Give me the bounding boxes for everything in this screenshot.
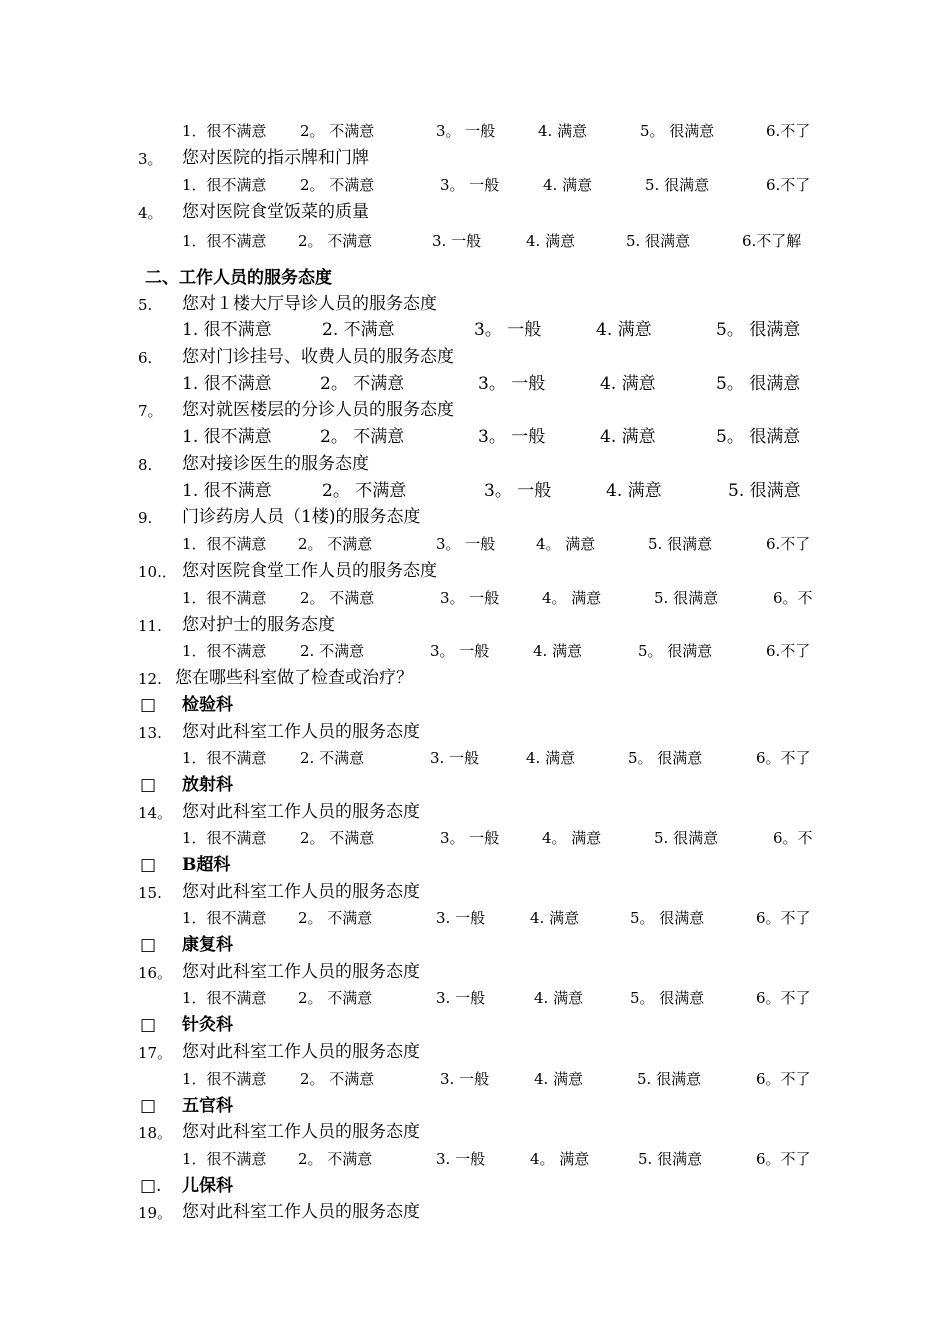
option-3: 3。 一般 — [478, 427, 546, 447]
option-1: 1. 很不满意 — [182, 427, 272, 447]
option-5: 5。 很满意 — [640, 122, 715, 140]
checkbox-icon[interactable]: □ — [140, 775, 157, 795]
option-2: 2。 不满意 — [300, 176, 375, 194]
option-3: 3. 一般 — [436, 989, 486, 1007]
option-5: 5. 很满意 — [648, 535, 713, 553]
option-5: 5. 很满意 — [638, 1150, 703, 1168]
option-1: 1．很不满意 — [182, 642, 267, 660]
option-1: 1．很不满意 — [182, 1150, 267, 1168]
option-4: 4. 满意 — [526, 749, 576, 767]
option-6: 6。不了 — [756, 909, 811, 927]
option-1: 1．很不满意 — [182, 989, 267, 1007]
department-label: 针灸科 — [182, 1015, 233, 1035]
question-text: 门诊药房人员（1楼)的服务态度 — [182, 507, 421, 527]
option-2: 2。 不满意 — [322, 481, 407, 501]
option-5: 5。 很满意 — [630, 909, 705, 927]
question-text: 您对此科室工作人员的服务态度 — [182, 962, 420, 982]
question-number: 11. — [138, 617, 162, 635]
department-label: 检验科 — [182, 695, 233, 715]
option-3: 3。 一般 — [478, 374, 546, 394]
option-4: 4. 满意 — [596, 320, 652, 340]
option-3: 3。 一般 — [430, 642, 490, 660]
question-text: 您对护士的服务态度 — [182, 615, 335, 635]
option-6: 6。不 — [773, 829, 813, 847]
question-text: 您对此科室工作人员的服务态度 — [182, 1122, 420, 1142]
option-4: 4. 满意 — [600, 427, 656, 447]
question-number: 19。 — [138, 1204, 173, 1222]
option-2: 2. 不满意 — [322, 320, 395, 340]
question-text: 您对１楼大厅导诊人员的服务态度 — [182, 294, 437, 314]
option-5: 5。 很满意 — [716, 374, 801, 394]
checkbox-icon[interactable]: □ — [140, 935, 157, 955]
checkbox-icon[interactable]: □ — [140, 1015, 157, 1035]
option-3: 3。 一般 — [440, 829, 500, 847]
question-text: 您在哪些科室做了检查或治疗？ — [175, 668, 413, 688]
question-text: 您对门诊挂号、收费人员的服务态度 — [182, 347, 454, 367]
option-1: 1．很不满意 — [182, 749, 267, 767]
option-4: 4. 满意 — [543, 176, 593, 194]
option-4: 4. 满意 — [534, 989, 584, 1007]
option-4: 4。 满意 — [542, 829, 602, 847]
question-number: 15. — [138, 884, 162, 902]
question-number: 6. — [138, 349, 153, 367]
option-2: 2. 不满意 — [300, 642, 365, 660]
option-1: 1．很不满意 — [182, 1070, 267, 1088]
question-text: 您对此科室工作人员的服务态度 — [182, 802, 420, 822]
option-6: 6。不了 — [756, 1070, 811, 1088]
option-2: 2。 不满意 — [300, 1070, 375, 1088]
option-4: 4. 满意 — [534, 1070, 584, 1088]
option-2: 2。 不满意 — [298, 989, 373, 1007]
section-heading: 二、工作人员的服务态度 — [145, 268, 332, 288]
option-3: 3。 一般 — [484, 481, 552, 501]
question-text: 您对医院食堂饭菜的质量 — [182, 202, 369, 222]
option-6: 6.不了解 — [742, 232, 802, 250]
option-1: 1．很不满意 — [182, 589, 267, 607]
question-number: 8. — [138, 456, 153, 474]
option-4: 4. 满意 — [600, 374, 656, 394]
option-2: 2。 不满意 — [300, 829, 375, 847]
option-2: 2。 不满意 — [320, 374, 405, 394]
option-5: 5。 很满意 — [638, 642, 713, 660]
option-4: 4. 满意 — [606, 481, 662, 501]
option-5: 5。 很满意 — [628, 749, 703, 767]
option-5: 5。 很满意 — [630, 989, 705, 1007]
option-3: 3。 一般 — [440, 176, 500, 194]
checkbox-icon[interactable]: □ — [140, 1096, 157, 1116]
option-4: 4。 满意 — [536, 535, 596, 553]
option-4: 4. 满意 — [530, 909, 580, 927]
question-text: 您对此科室工作人员的服务态度 — [182, 882, 420, 902]
option-1: 1．很不满意 — [182, 176, 267, 194]
option-1: 1. 很不满意 — [182, 320, 272, 340]
question-text: 您对此科室工作人员的服务态度 — [182, 722, 420, 742]
option-1: 1．很不满意 — [182, 909, 267, 927]
option-6: 6。不 — [773, 589, 813, 607]
department-label: 五官科 — [182, 1096, 233, 1116]
option-5: 5. 很满意 — [645, 176, 710, 194]
option-4: 4. 满意 — [538, 122, 588, 140]
question-text: 您对就医楼层的分诊人员的服务态度 — [182, 400, 454, 420]
question-number: 14。 — [138, 804, 173, 822]
option-3: 3. 一般 — [440, 1070, 490, 1088]
option-1: 1. 很不满意 — [182, 374, 272, 394]
question-text: 您对医院的指示牌和门牌 — [182, 148, 369, 168]
option-5: 5。 很满意 — [716, 320, 801, 340]
checkbox-icon[interactable]: □ — [140, 695, 157, 715]
option-4: 4。 满意 — [530, 1150, 590, 1168]
option-5: 5. 很满意 — [637, 1070, 702, 1088]
option-4: 4. 满意 — [526, 232, 576, 250]
option-6: 6.不了 — [766, 122, 811, 140]
option-6: 6。不了 — [756, 989, 811, 1007]
option-1: 1．很不满意 — [182, 232, 267, 250]
option-5: 5. 很满意 — [728, 481, 801, 501]
option-4: 4。 满意 — [542, 589, 602, 607]
question-number: 18。 — [138, 1124, 173, 1142]
option-4: 4. 满意 — [533, 642, 583, 660]
option-2: 2。 不满意 — [298, 1150, 373, 1168]
option-3: 3。 一般 — [474, 320, 542, 340]
option-1: 1. 很不满意 — [182, 481, 272, 501]
checkbox-icon[interactable]: □. — [140, 1176, 162, 1196]
question-number: 13. — [138, 724, 162, 742]
checkbox-icon[interactable]: □ — [140, 855, 157, 875]
option-6: 6。不了 — [756, 749, 811, 767]
option-2: 2。 不满意 — [300, 122, 375, 140]
question-number: 4。 — [138, 204, 163, 222]
question-number: 12. — [138, 670, 162, 688]
option-3: 3。 一般 — [436, 122, 496, 140]
question-text: 您对此科室工作人员的服务态度 — [182, 1042, 420, 1062]
question-text: 您对此科室工作人员的服务态度 — [182, 1202, 420, 1222]
department-label: B超科 — [182, 855, 231, 875]
department-label: 康复科 — [182, 935, 233, 955]
option-1: 1．很不满意 — [182, 829, 267, 847]
question-number: 9. — [138, 509, 153, 527]
option-2: 2. 不满意 — [300, 749, 365, 767]
option-6: 6.不了 — [766, 176, 811, 194]
question-number: 17。 — [138, 1044, 173, 1062]
option-3: 3. 一般 — [430, 749, 480, 767]
option-5: 5。 很满意 — [716, 427, 801, 447]
option-3: 3. 一般 — [436, 1150, 486, 1168]
question-number: 16。 — [138, 964, 173, 982]
option-2: 2。 不满意 — [300, 589, 375, 607]
option-2: 2。 不满意 — [298, 232, 373, 250]
option-1: 1．很不满意 — [182, 535, 267, 553]
option-3: 3。 一般 — [440, 589, 500, 607]
question-number: 10.． — [138, 563, 177, 581]
option-2: 2。 不满意 — [298, 535, 373, 553]
department-label: 儿保科 — [182, 1176, 233, 1196]
question-number: 3。 — [138, 150, 163, 168]
option-6: 6.不了 — [766, 535, 811, 553]
question-number: 5. — [138, 296, 153, 314]
question-text: 您对医院食堂工作人员的服务态度 — [182, 561, 437, 581]
option-3: 3. 一般 — [436, 909, 486, 927]
option-2: 2。 不满意 — [298, 909, 373, 927]
option-3: 3. 一般 — [432, 232, 482, 250]
department-label: 放射科 — [182, 775, 233, 795]
question-text: 您对接诊医生的服务态度 — [182, 454, 369, 474]
option-5: 5. 很满意 — [654, 829, 719, 847]
option-3: 3。 一般 — [436, 535, 496, 553]
question-number: 7。 — [138, 402, 163, 420]
option-6: 6.不了 — [766, 642, 811, 660]
option-6: 6。不了 — [756, 1150, 811, 1168]
option-5: 5. 很满意 — [626, 232, 691, 250]
option-2: 2。 不满意 — [320, 427, 405, 447]
option-1: 1．很不满意 — [182, 122, 267, 140]
option-5: 5. 很满意 — [654, 589, 719, 607]
